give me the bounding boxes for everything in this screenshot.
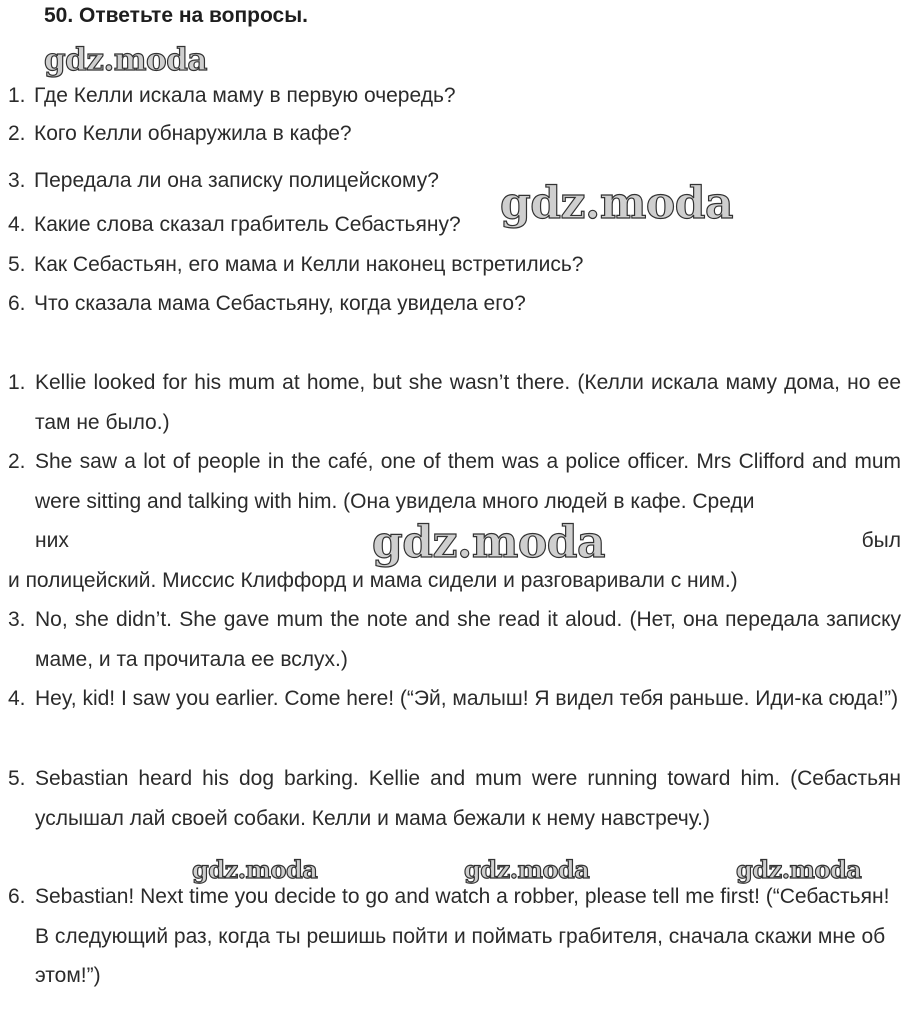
question-number: 6. bbox=[8, 292, 26, 315]
answer-word: них bbox=[35, 529, 69, 552]
answer-text bbox=[8, 442, 901, 600]
question-number: 1. bbox=[8, 84, 26, 107]
answer-item bbox=[8, 759, 901, 838]
answer-text: No, she didn’t. She gave mum the note and she read it aloud. (Нет, она передала записку маме, и та прочитала ее вслух.) bbox=[35, 608, 901, 671]
question-item bbox=[8, 291, 526, 317]
question-text: Как Себастьян, его мама и Келли наконец встретились? bbox=[34, 253, 584, 276]
question-item bbox=[8, 168, 439, 194]
question-text: Что сказала мама Себастьяну, когда увидела его? bbox=[34, 292, 526, 315]
answer-text: Sebastian heard his dog barking. Kellie and mum were running toward him. (Себастьян услышал лай своей собаки. Келли и мама бежали к нему навстречу.) bbox=[35, 767, 901, 830]
answer-number: 2. bbox=[8, 450, 26, 473]
answer-item bbox=[8, 442, 901, 600]
answer-number: 5. bbox=[8, 767, 26, 790]
question-item bbox=[8, 212, 461, 238]
question-item bbox=[8, 121, 352, 147]
watermark-logo: gdz.moda bbox=[464, 855, 590, 884]
answer-number: 6. bbox=[8, 885, 26, 908]
watermark-logo: gdz.moda bbox=[192, 855, 318, 884]
answer-text-part: She saw a lot of people in the café, one of them was a police officer. Mrs Clifford and mum were sitting and talking with him. (Она увидела много людей в кафе. Среди bbox=[35, 450, 901, 513]
question-text: Кого Келли обнаружила в кафе? bbox=[34, 122, 352, 145]
question-text: Где Келли искала маму в первую очередь? bbox=[34, 84, 456, 107]
answer-number: 3. bbox=[8, 608, 26, 631]
answer-split-line bbox=[35, 521, 901, 561]
watermark-logo: gdz.moda bbox=[44, 42, 207, 78]
answer-text: Sebastian! Next time you decide to go and watch a robber, please tell me first! (“Себастьян! В следующий раз, когда ты решишь пойти и поймать грабителя, сначала скажи мне об этом!”) bbox=[35, 885, 890, 987]
question-number: 5. bbox=[8, 253, 26, 276]
answer-item bbox=[8, 679, 901, 719]
watermark-logo: gdz.moda bbox=[736, 855, 862, 884]
question-text: Какие слова сказал грабитель Себастьяну? bbox=[34, 213, 461, 236]
question-item bbox=[8, 83, 456, 109]
question-number: 2. bbox=[8, 122, 26, 145]
watermark-logo: gdz.moda bbox=[500, 178, 734, 229]
question-item bbox=[8, 252, 583, 278]
answer-text-part: и полицейский. Миссис Клиффорд и мама сидели и разговаривали с ним.) bbox=[8, 568, 738, 592]
question-number: 4. bbox=[8, 213, 26, 236]
answer-item bbox=[8, 600, 901, 679]
question-text: Передала ли она записку полицейскому? bbox=[34, 169, 439, 192]
question-number: 3. bbox=[8, 169, 26, 192]
answer-number: 1. bbox=[8, 371, 26, 394]
exercise-heading: 50. Ответьте на вопросы. bbox=[44, 4, 308, 27]
watermark-logo: gdz.moda bbox=[372, 517, 606, 568]
answer-text: Hey, kid! I saw you earlier. Come here! (“Эй, малыш! Я видел тебя раньше. Иди-ка сюда!”) bbox=[35, 687, 899, 710]
answer-text: Kellie looked for his mum at home, but she wasn’t there. (Келли искала маму дома, но ее там не было.) bbox=[35, 371, 901, 434]
answer-item bbox=[8, 363, 901, 442]
answer-item bbox=[8, 877, 901, 996]
answer-number: 4. bbox=[8, 687, 26, 710]
answer-word: был bbox=[861, 529, 901, 552]
